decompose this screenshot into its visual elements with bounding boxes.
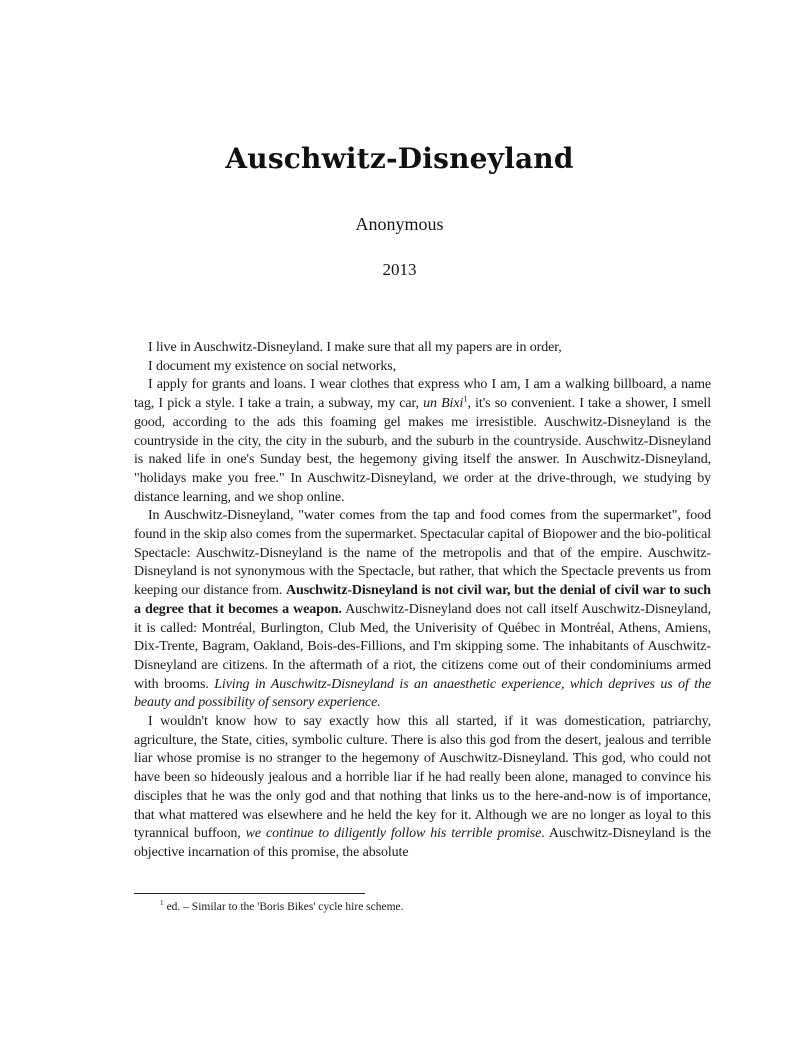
footnote	[134, 900, 711, 915]
text-segment: Living in Auschwitz-Disneyland is an anaesthetic experience, which deprives us of the beauty and possibility of sensory experience.	[134, 676, 712, 711]
footnote-marker: 1	[160, 899, 164, 908]
paragraph	[134, 339, 711, 358]
document-author: Anonymous	[355, 214, 444, 234]
text-segment: Auschwitz-Disneyland is not civil war, but the denial of civil war to such a degree that it becomes a weapon.	[134, 583, 711, 617]
text-segment: Auschwitz-Disneyland does not call itself Auschwitz-Disneyland, it is called: Montréal, Burlington, Club Med, the Univerisity of Québec in Montréal, Athens, Amiens, Dix-Trente, Bagram, Oakland, Bois-des-Fillions, and I'm skipping some. The inhabitants of Auschwitz-Disneyland are citizens. In the aftermath of a riot, the citizens come out of their condominiums armed with brooms.	[134, 601, 711, 692]
text-segment: , it's so convenient. I take a shower, I smell good, according to the ads this foaming gel makes me irresistible. Auschwitz-Disneyland is the countryside in the city, the city in the suburb, and the suburb in the countryside. Auschwitz-Disneyland is naked life in one's Sunday best, the hegemony giving itself the answer. In Auschwitz-Disneyland, "holidays make you free." In Auschwitz-Disneyland, we order at the drive-through, we studying by distance learning, and we shop online.	[134, 396, 711, 505]
page-title: Auschwitz-Disneyland	[225, 142, 574, 175]
paragraph	[134, 507, 711, 713]
paragraph	[134, 376, 711, 507]
text-segment: 1	[463, 393, 468, 404]
text-segment: we continue to diligently follow his terrible promise	[245, 826, 542, 842]
text-segment: I apply for grants and loans. I wear clothes that express who I am, I am a walking billboard, a name tag, I pick a style. I take a train, a subway, my car,	[134, 377, 711, 412]
text-segment: . Auschwitz-Disneyland is the objective incarnation of this promise, the absolute	[134, 826, 712, 860]
document-year: 2013	[382, 260, 417, 279]
body-text	[134, 339, 711, 863]
text-segment: un Bixi	[423, 396, 464, 412]
text-segment: I wouldn't know how to say exactly how this all started, if it was domestication, patriarchy, agriculture, the State, cities, symbolic culture. There is also this god from the desert, jealous and terrible liar whose promise is no stranger to the hegemony of Auschwitz-Disneyland. This god, who could not have been so hideously jealous and a horrible liar if he had really been alone, managed to convince his disciples that he was the only god and that nothing that links us to the here-and-now is of importance, that what mattered was elsewhere and he held the key for it. Although we are no longer as loyal to this tyrannical buffoon,	[134, 714, 711, 842]
text-segment: I live in Auschwitz-Disneyland. I make sure that all my papers are in order,	[148, 340, 562, 355]
text-segment: In Auschwitz-Disneyland, "water comes from the tap and food comes from the supermarket", food found in the skip also comes from the supermarket. Spectacular capital of Biopower and the bio-political Spectacle: Auschwitz-Disneyland is the name of the metropolis and that of the empire. Auschwitz-Disneyland is not synonymous with the Spectacle, but rather, that which the Spectacle prevents us from keeping our distance from.	[134, 508, 711, 599]
paragraph	[134, 713, 711, 863]
text-segment: I document my existence on social networks,	[148, 358, 397, 374]
footnote-text: ed. – Similar to the 'Boris Bikes' cycle hire scheme.	[166, 901, 404, 913]
footnote-rule	[134, 893, 365, 894]
paragraph	[134, 358, 711, 377]
